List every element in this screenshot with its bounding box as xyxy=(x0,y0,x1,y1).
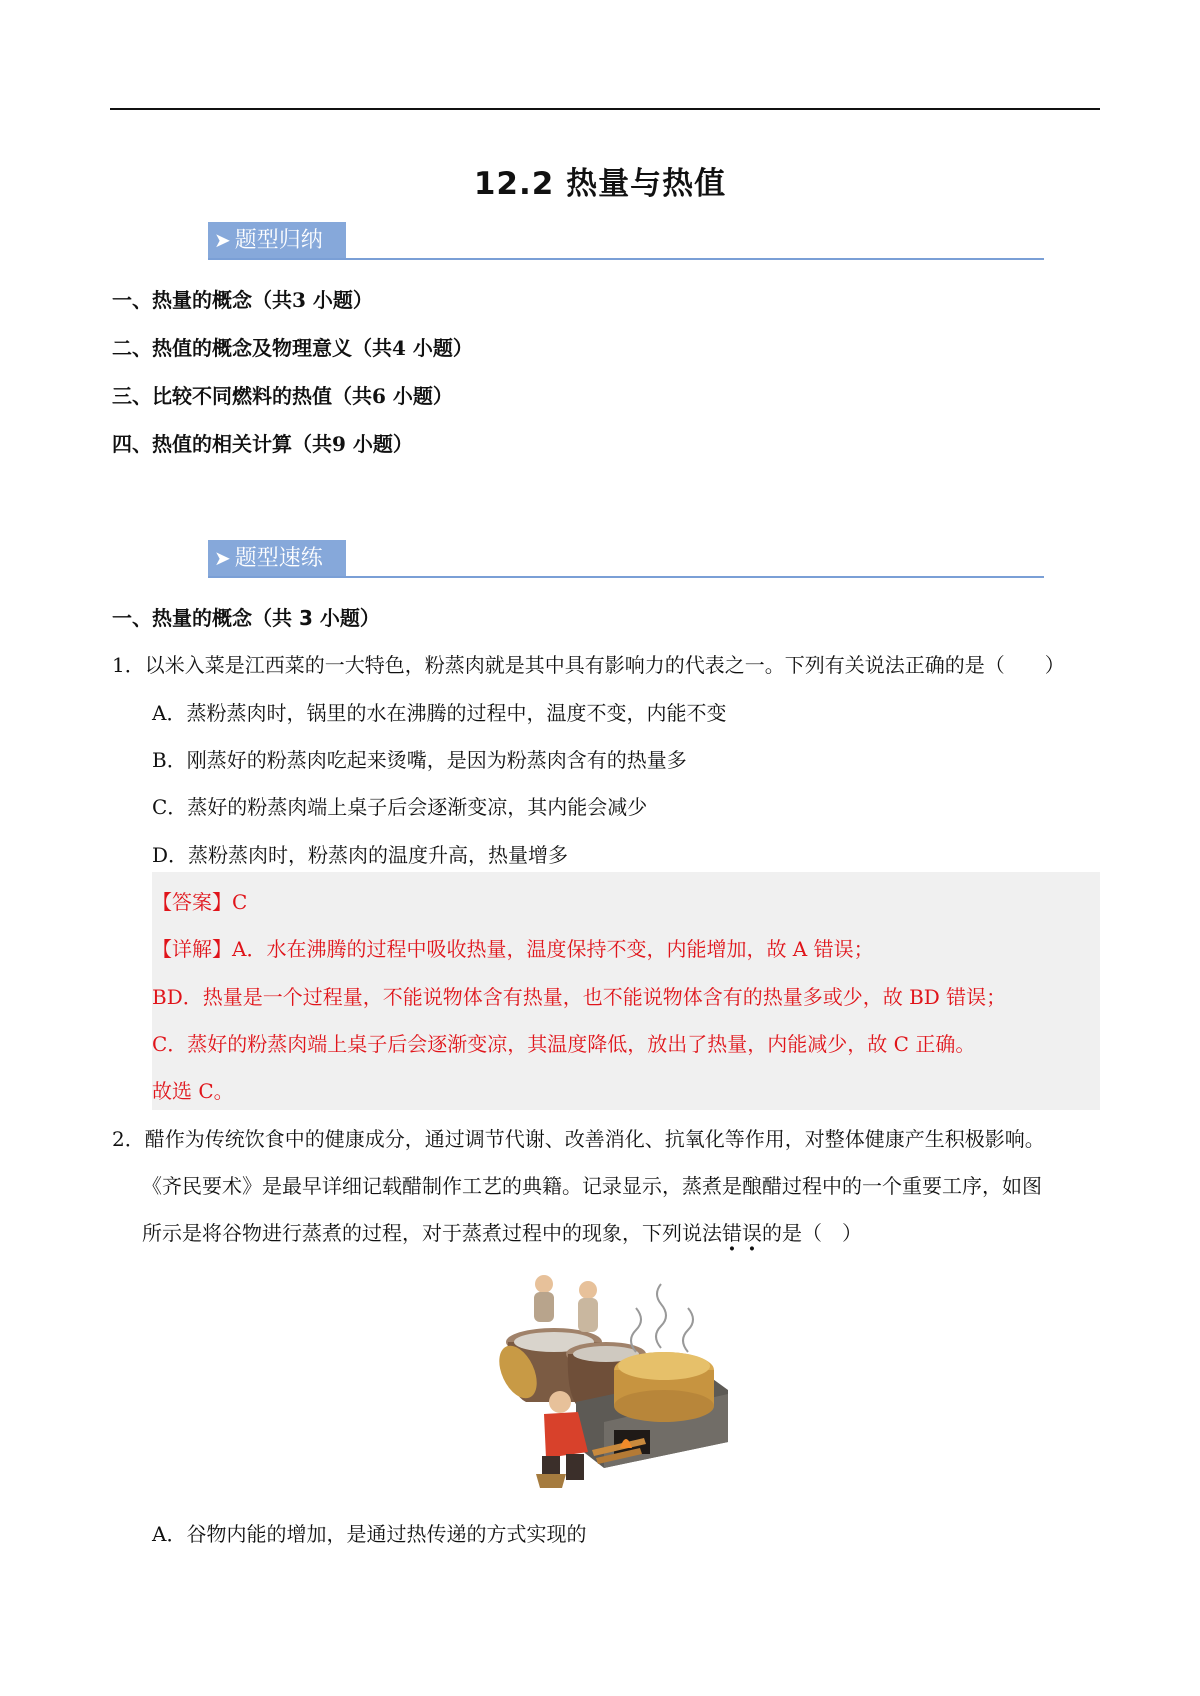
question-1-explain-line: 【详解】A．水在沸腾的过程中吸收热量，温度保持不变，内能增加，故 A 错误； xyxy=(152,937,874,961)
question-1-explain-line: BD．热量是一个过程量，不能说物体含有热量，也不能说物体含有的热量多或少，故 BD 错误； xyxy=(152,985,1007,1009)
arrow-right-icon: ➤ xyxy=(214,546,231,570)
header-rule xyxy=(110,108,1100,110)
section-banner-practice xyxy=(208,540,1044,576)
question-1-explain-line: C．蒸好的粉蒸肉端上桌子后会逐渐变凉，其温度降低，放出了热量，内能减少，故 C 正确。 xyxy=(152,1032,976,1056)
toc-item-3[interactable]: 三、比较不同燃料的热值（共6 小题） xyxy=(112,384,453,408)
question-2-stem-line: 所示是将谷物进行蒸煮的过程，对于蒸煮过程中的现象，下列说法错误的是（ ） xyxy=(142,1217,862,1246)
question-2-stem-line: 《齐民要术》是最早详细记载醋制作工艺的典籍。记录显示，蒸煮是酿醋过程中的一个重要工序，如图 xyxy=(142,1174,1042,1198)
section-label: 题型归纳 xyxy=(234,228,323,253)
toc-item-1[interactable]: 一、热量的概念（共3 小题） xyxy=(112,288,373,312)
question-1-option-d: D．蒸粉蒸肉时，粉蒸肉的温度升高，热量增多 xyxy=(152,843,569,867)
page-title: 12.2 热量与热值 xyxy=(473,166,727,202)
section-underline xyxy=(208,258,1044,260)
question-1-explain-line: 故选 C。 xyxy=(152,1079,234,1103)
steaming-grain-illustration xyxy=(496,1262,756,1500)
question-2-stem-line: 2．醋作为传统饮食中的健康成分，通过调节代谢、改善消化、抗氧化等作用，对整体健康产生积极影响。 xyxy=(112,1127,1045,1151)
question-1-answer: 【答案】C xyxy=(152,890,248,914)
question-1-option-a: A．蒸粉蒸肉时，锅里的水在沸腾的过程中，温度不变，内能不变 xyxy=(152,701,727,725)
question-1-option-b: B．刚蒸好的粉蒸肉吃起来烫嘴，是因为粉蒸肉含有的热量多 xyxy=(152,748,687,772)
toc-item-4[interactable]: 四、热值的相关计算（共9 小题） xyxy=(112,432,413,456)
practice-heading: 一、热量的概念（共 3 小题） xyxy=(112,606,380,630)
section-underline xyxy=(208,576,1044,578)
emphasis-dot-char: 误 xyxy=(742,1221,762,1245)
question-1-option-c: C．蒸好的粉蒸肉端上桌子后会逐渐变凉，其内能会减少 xyxy=(152,795,648,819)
section-banner-summary xyxy=(208,222,1044,258)
section-label: 题型速练 xyxy=(234,546,323,571)
question-1-stem: 1．以米入菜是江西菜的一大特色，粉蒸肉就是其中具有影响力的代表之一。下列有关说法正确的是（ ） xyxy=(112,653,1065,677)
question-2-option-a: A．谷物内能的增加，是通过热传递的方式实现的 xyxy=(152,1522,587,1546)
emphasis-dot-char: 错 xyxy=(722,1221,742,1245)
arrow-right-icon: ➤ xyxy=(214,228,231,252)
toc-item-2[interactable]: 二、热值的概念及物理意义（共4 小题） xyxy=(112,336,473,360)
